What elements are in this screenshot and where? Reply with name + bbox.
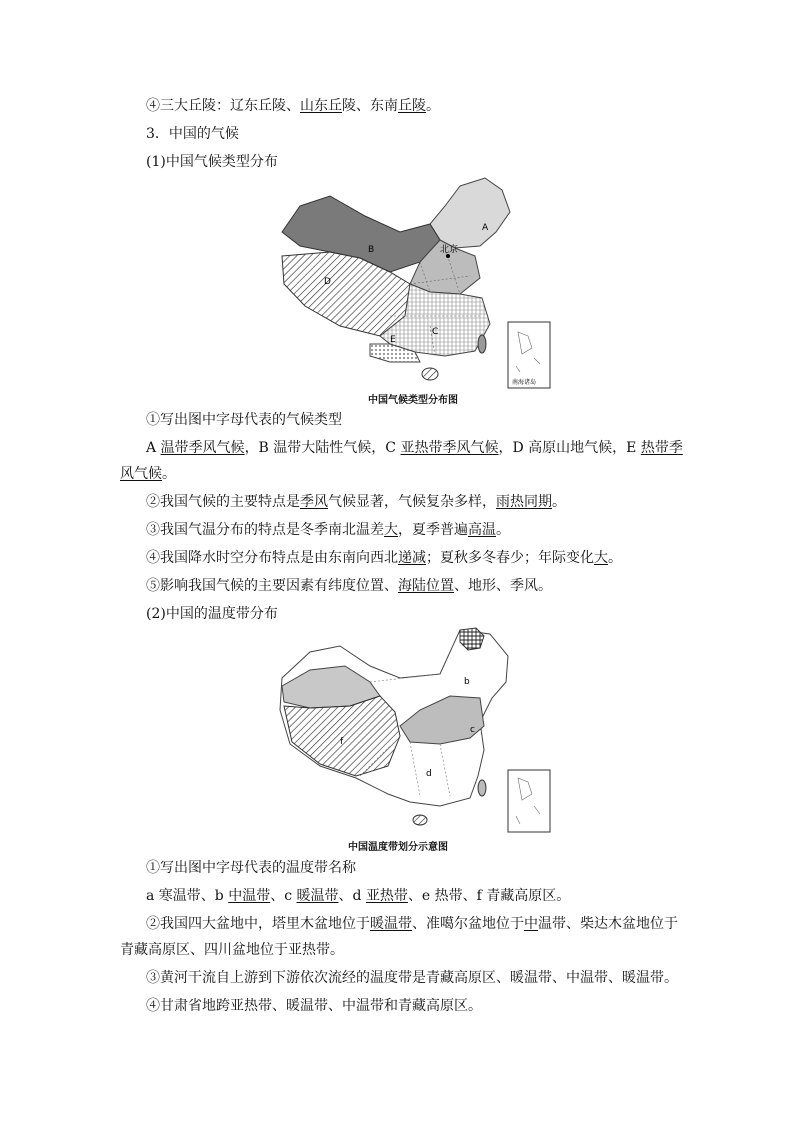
inset-label: 南海诸岛 [512, 379, 537, 386]
subsection-temperature: (2)中国的温度带分布 [146, 606, 278, 622]
climate-map-figure [270, 176, 555, 390]
q1-line1: A 温带季风气候，B 温带大陆性气候，C 亚热带季风气候，D 高原山地气候，E 热带季 [146, 440, 683, 456]
q1-line2: 风气候。 [120, 466, 176, 482]
taiwan-island [478, 780, 486, 796]
t2-line2: 青藏高原区、四川盆地位于亚热带。 [120, 942, 344, 958]
t1-line: a 寒温带、b 中温带、c 暖温带、d 亚热带、e 热带、f 青藏高原区。 [146, 888, 571, 904]
temperature-map [270, 626, 555, 836]
taiwan-island [478, 335, 486, 353]
label-b: b [464, 677, 470, 687]
hills-line: ④三大丘陵：辽东丘陵、山东丘陵、东南丘陵。 [146, 98, 440, 114]
answer-hills: 丘陵 [398, 98, 426, 114]
q2-line: ②我国气候的主要特点是季风气候显著，气候复杂多样，雨热同期。 [146, 494, 566, 510]
climate-map [270, 176, 555, 390]
fig1-caption: 中国气候类型分布图 [368, 395, 458, 406]
region-a [430, 178, 510, 248]
answer-shandong: 山东丘 [300, 98, 342, 114]
t2-line1: ②我国四大盆地中，塔里木盆地位于暖温带、准噶尔盆地位于中温带、柴达木盆地位于 [146, 916, 678, 932]
t3-line: ③黄河干流自上游到下游依次流经的温度带是青藏高原区、暖温带、中温带、暖温带。 [146, 970, 678, 986]
label-d: d [426, 769, 432, 779]
label-f: f [340, 737, 344, 747]
temperature-map-figure [270, 626, 555, 836]
t4-line: ④甘肃省地跨亚热带、暖温带、中温带和青藏高原区。 [146, 998, 482, 1014]
zone-f [284, 696, 400, 776]
section-title-climate: 3．中国的气候 [146, 126, 239, 142]
label-beijing: 北京 [440, 245, 459, 255]
fig2-caption: 中国温度带划分示意图 [348, 842, 448, 853]
label-c: c [470, 725, 475, 735]
q3-line: ③我国气温分布的特点是冬季南北温差大，夏季普遍高温。 [146, 522, 510, 538]
q4-line: ④我国降水时空分布特点是由东南向西北递减；夏秋多冬春少；年际变化大。 [146, 550, 622, 566]
inset-box [508, 770, 550, 832]
label-c: C [432, 327, 439, 337]
label-e: E [390, 335, 396, 345]
label-b: B [368, 245, 375, 255]
label-a: A [482, 223, 489, 233]
q1-title: ①写出图中字母代表的气候类型 [146, 412, 342, 428]
subsection-climate-types: (1)中国气候类型分布 [146, 154, 278, 170]
label-d: D [324, 277, 331, 287]
hainan-island [422, 368, 438, 380]
q5-line: ⑤影响我国气候的主要因素有纬度位置、海陆位置、地形、季风。 [146, 578, 552, 594]
hainan-island [413, 815, 427, 825]
t1-title: ①写出图中字母代表的温度带名称 [146, 860, 356, 876]
